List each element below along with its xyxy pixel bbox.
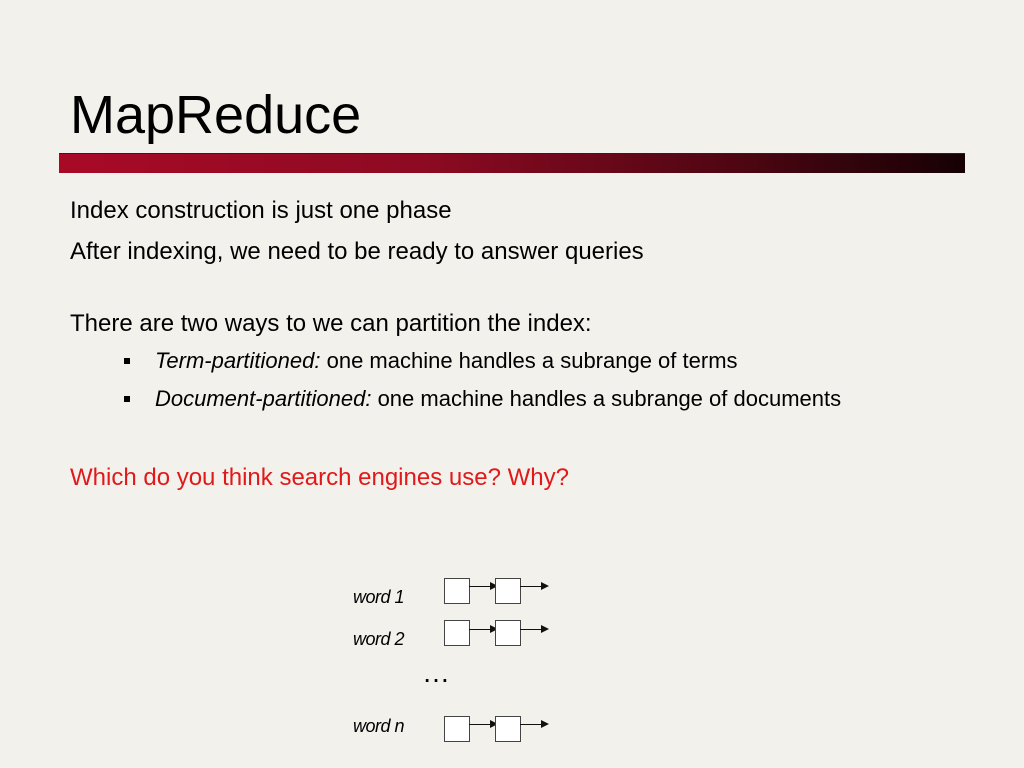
bullet-item-term-partitioned: [70, 342, 990, 380]
row-label-word-1: word 1: [353, 587, 405, 607]
slide-body: [70, 195, 990, 494]
row-label-word-n: word n: [353, 716, 405, 736]
bullet-item-document-partitioned: [70, 380, 990, 418]
posting-node: [444, 578, 470, 604]
arrow-icon: [520, 724, 542, 725]
arrow-icon: [469, 586, 491, 587]
arrow-icon: [520, 586, 542, 587]
posting-node: [495, 716, 521, 742]
row-label-word-2: word 2: [353, 629, 405, 649]
spacer: [70, 268, 990, 308]
body-line-3: There are two ways to we can partition the index:: [70, 310, 592, 337]
posting-node: [495, 578, 521, 604]
posting-node: [444, 716, 470, 742]
question-text: Which do you think search engines use? Why?: [70, 464, 569, 491]
posting-node: [495, 620, 521, 646]
ellipsis-text: …: [422, 657, 454, 688]
body-line-1: Index construction is just one phase: [70, 197, 452, 224]
square-bullet-icon: [124, 396, 130, 402]
bullet-term: Document-partitioned:: [155, 386, 372, 411]
bullet-list: [70, 342, 990, 418]
bullet-text: one machine handles a subrange of documents: [371, 386, 842, 411]
posting-node: [444, 620, 470, 646]
arrow-icon: [469, 629, 491, 630]
arrow-icon: [520, 629, 542, 630]
body-line-2: After indexing, we need to be ready to answer queries: [70, 238, 644, 265]
bullet-text: one machine handles a subrange of terms: [320, 348, 738, 373]
title-underline-bar: [59, 153, 965, 173]
arrow-icon: [469, 724, 491, 725]
bullet-term: Term-partitioned:: [155, 348, 321, 373]
slide-title: MapReduce: [70, 85, 362, 145]
square-bullet-icon: [124, 358, 130, 364]
postings-list-diagram: [340, 570, 600, 760]
